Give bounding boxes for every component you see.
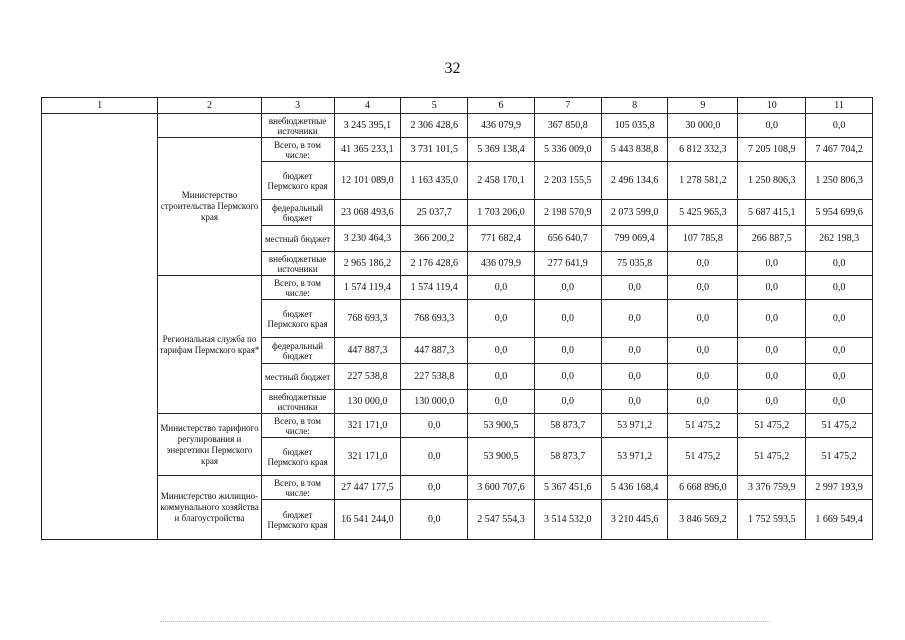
column-header: 8 <box>601 98 668 114</box>
column-header: 3 <box>261 98 334 114</box>
value-cell: 0,0 <box>738 390 806 414</box>
value-cell: 3 514 532,0 <box>534 500 601 540</box>
value-cell: 3 210 445,6 <box>601 500 668 540</box>
column-header: 4 <box>334 98 401 114</box>
value-cell: 227 538,8 <box>401 364 468 390</box>
value-cell: 366 200,2 <box>401 226 468 252</box>
funding-source-cell: внебюджетные источники <box>261 114 334 138</box>
value-cell: 262 198,3 <box>806 226 873 252</box>
value-cell: 5 336 009,0 <box>534 138 601 162</box>
value-cell: 1 278 581,2 <box>668 162 738 200</box>
empty-first-column-cell <box>42 114 158 540</box>
value-cell: 51 475,2 <box>668 438 738 476</box>
funding-source-cell: внебюджетные источники <box>261 252 334 276</box>
column-header: 9 <box>668 98 738 114</box>
value-cell: 51 475,2 <box>806 414 873 438</box>
column-header: 2 <box>158 98 261 114</box>
value-cell: 0,0 <box>601 300 668 338</box>
table-row <box>42 276 873 300</box>
value-cell: 7 205 108,9 <box>738 138 806 162</box>
value-cell: 0,0 <box>401 414 468 438</box>
column-header: 1 <box>42 98 158 114</box>
value-cell: 5 443 838,8 <box>601 138 668 162</box>
value-cell: 1 250 806,3 <box>806 162 873 200</box>
value-cell: 321 171,0 <box>334 414 401 438</box>
value-cell: 30 000,0 <box>668 114 738 138</box>
value-cell: 27 447 177,5 <box>334 476 401 500</box>
value-cell: 5 687 415,1 <box>738 200 806 226</box>
column-header: 6 <box>468 98 535 114</box>
value-cell: 2 306 428,6 <box>401 114 468 138</box>
table-row <box>42 476 873 500</box>
value-cell: 2 547 554,3 <box>468 500 535 540</box>
ministry-cell: Министерство тарифного регулирования и энергетики Пермского края <box>158 414 261 476</box>
value-cell: 16 541 244,0 <box>334 500 401 540</box>
value-cell: 367 850,8 <box>534 114 601 138</box>
value-cell: 1 703 206,0 <box>468 200 535 226</box>
value-cell: 0,0 <box>738 276 806 300</box>
value-cell: 130 000,0 <box>334 390 401 414</box>
value-cell: 1 163 435,0 <box>401 162 468 200</box>
value-cell: 3 846 569,2 <box>668 500 738 540</box>
value-cell: 799 069,4 <box>601 226 668 252</box>
value-cell: 447 887,3 <box>334 338 401 364</box>
value-cell: 277 641,9 <box>534 252 601 276</box>
table-row <box>42 414 873 438</box>
funding-source-cell: федеральный бюджет <box>261 338 334 364</box>
value-cell: 447 887,3 <box>401 338 468 364</box>
value-cell: 0,0 <box>534 364 601 390</box>
value-cell: 107 785,8 <box>668 226 738 252</box>
value-cell: 266 887,5 <box>738 226 806 252</box>
value-cell: 0,0 <box>534 338 601 364</box>
value-cell: 0,0 <box>806 300 873 338</box>
value-cell: 51 475,2 <box>806 438 873 476</box>
value-cell: 768 693,3 <box>334 300 401 338</box>
table-row <box>42 114 873 138</box>
value-cell: 0,0 <box>806 338 873 364</box>
value-cell: 25 037,7 <box>401 200 468 226</box>
value-cell: 0,0 <box>468 300 535 338</box>
value-cell: 0,0 <box>738 114 806 138</box>
value-cell: 2 496 134,6 <box>601 162 668 200</box>
value-cell: 0,0 <box>668 364 738 390</box>
value-cell: 768 693,3 <box>401 300 468 338</box>
value-cell: 51 475,2 <box>668 414 738 438</box>
value-cell: 12 101 089,0 <box>334 162 401 200</box>
value-cell: 3 230 464,3 <box>334 226 401 252</box>
value-cell: 2 965 186,2 <box>334 252 401 276</box>
value-cell: 0,0 <box>534 300 601 338</box>
value-cell: 5 367 451,6 <box>534 476 601 500</box>
value-cell: 2 198 570,9 <box>534 200 601 226</box>
table-header-row <box>42 98 873 114</box>
value-cell: 2 073 599,0 <box>601 200 668 226</box>
value-cell: 0,0 <box>401 500 468 540</box>
value-cell: 51 475,2 <box>738 414 806 438</box>
value-cell: 6 668 896,0 <box>668 476 738 500</box>
value-cell: 58 873,7 <box>534 414 601 438</box>
value-cell: 0,0 <box>401 476 468 500</box>
value-cell: 1 574 119,4 <box>401 276 468 300</box>
ministry-cell: Региональная служба по тарифам Пермского края* <box>158 276 261 414</box>
value-cell: 5 369 138,4 <box>468 138 535 162</box>
value-cell: 0,0 <box>668 338 738 364</box>
funding-source-cell: Всего, в том числе: <box>261 276 334 300</box>
value-cell: 436 079,9 <box>468 252 535 276</box>
value-cell: 53 971,2 <box>601 438 668 476</box>
value-cell: 0,0 <box>738 252 806 276</box>
value-cell: 771 682,4 <box>468 226 535 252</box>
value-cell: 0,0 <box>806 390 873 414</box>
value-cell: 53 900,5 <box>468 438 535 476</box>
value-cell: 0,0 <box>468 276 535 300</box>
value-cell: 436 079,9 <box>468 114 535 138</box>
value-cell: 1 574 119,4 <box>334 276 401 300</box>
value-cell: 2 203 155,5 <box>534 162 601 200</box>
column-header: 11 <box>806 98 873 114</box>
value-cell: 0,0 <box>738 300 806 338</box>
funding-source-cell: внебюджетные источники <box>261 390 334 414</box>
value-cell: 53 971,2 <box>601 414 668 438</box>
funding-source-cell: Всего, в том числе: <box>261 414 334 438</box>
value-cell: 2 176 428,6 <box>401 252 468 276</box>
value-cell: 3 376 759,9 <box>738 476 806 500</box>
value-cell: 3 245 395,1 <box>334 114 401 138</box>
value-cell: 0,0 <box>668 252 738 276</box>
value-cell: 41 365 233,1 <box>334 138 401 162</box>
value-cell: 321 171,0 <box>334 438 401 476</box>
ministry-cell <box>158 114 261 138</box>
value-cell: 5 954 699,6 <box>806 200 873 226</box>
value-cell: 7 467 704,2 <box>806 138 873 162</box>
value-cell: 0,0 <box>601 390 668 414</box>
table-row <box>42 138 873 162</box>
funding-source-cell: бюджет Пермского края <box>261 300 334 338</box>
value-cell: 0,0 <box>468 338 535 364</box>
value-cell: 3 731 101,5 <box>401 138 468 162</box>
funding-source-cell: бюджет Пермского края <box>261 500 334 540</box>
value-cell: 0,0 <box>668 276 738 300</box>
value-cell: 0,0 <box>601 338 668 364</box>
value-cell: 0,0 <box>534 276 601 300</box>
value-cell: 0,0 <box>806 114 873 138</box>
value-cell: 0,0 <box>601 276 668 300</box>
column-header: 5 <box>401 98 468 114</box>
funding-source-cell: Всего, в том числе: <box>261 476 334 500</box>
value-cell: 1 752 593,5 <box>738 500 806 540</box>
column-header: 7 <box>534 98 601 114</box>
value-cell: 0,0 <box>806 276 873 300</box>
value-cell: 5 436 168,4 <box>601 476 668 500</box>
value-cell: 0,0 <box>668 390 738 414</box>
funding-source-cell: бюджет Пермского края <box>261 438 334 476</box>
value-cell: 227 538,8 <box>334 364 401 390</box>
value-cell: 5 425 965,3 <box>668 200 738 226</box>
funding-source-cell: федеральный бюджет <box>261 200 334 226</box>
value-cell: 6 812 332,3 <box>668 138 738 162</box>
value-cell: 2 458 170,1 <box>468 162 535 200</box>
value-cell: 0,0 <box>738 364 806 390</box>
value-cell: 656 640,7 <box>534 226 601 252</box>
funding-source-cell: местный бюджет <box>261 226 334 252</box>
value-cell: 0,0 <box>468 390 535 414</box>
ministry-cell: Министерство строительства Пермского края <box>158 138 261 276</box>
value-cell: 0,0 <box>468 364 535 390</box>
value-cell: 0,0 <box>738 338 806 364</box>
value-cell: 23 068 493,6 <box>334 200 401 226</box>
page-number: 32 <box>444 60 461 77</box>
budget-table <box>41 97 873 540</box>
value-cell: 0,0 <box>401 438 468 476</box>
value-cell: 53 900,5 <box>468 414 535 438</box>
value-cell: 105 035,8 <box>601 114 668 138</box>
value-cell: 0,0 <box>806 364 873 390</box>
value-cell: 0,0 <box>806 252 873 276</box>
funding-source-cell: местный бюджет <box>261 364 334 390</box>
value-cell: 1 250 806,3 <box>738 162 806 200</box>
value-cell: 0,0 <box>601 364 668 390</box>
value-cell: 0,0 <box>668 300 738 338</box>
value-cell: 51 475,2 <box>738 438 806 476</box>
funding-source-cell: бюджет Пермского края <box>261 162 334 200</box>
scan-artifact-line <box>160 621 770 622</box>
value-cell: 0,0 <box>534 390 601 414</box>
value-cell: 75 035,8 <box>601 252 668 276</box>
value-cell: 3 600 707,6 <box>468 476 535 500</box>
value-cell: 2 997 193,9 <box>806 476 873 500</box>
ministry-cell: Министерство жилищно-коммунального хозяйства и благоустройства <box>158 476 261 540</box>
funding-source-cell: Всего, в том числе: <box>261 138 334 162</box>
value-cell: 58 873,7 <box>534 438 601 476</box>
value-cell: 130 000,0 <box>401 390 468 414</box>
value-cell: 1 669 549,4 <box>806 500 873 540</box>
column-header: 10 <box>738 98 806 114</box>
